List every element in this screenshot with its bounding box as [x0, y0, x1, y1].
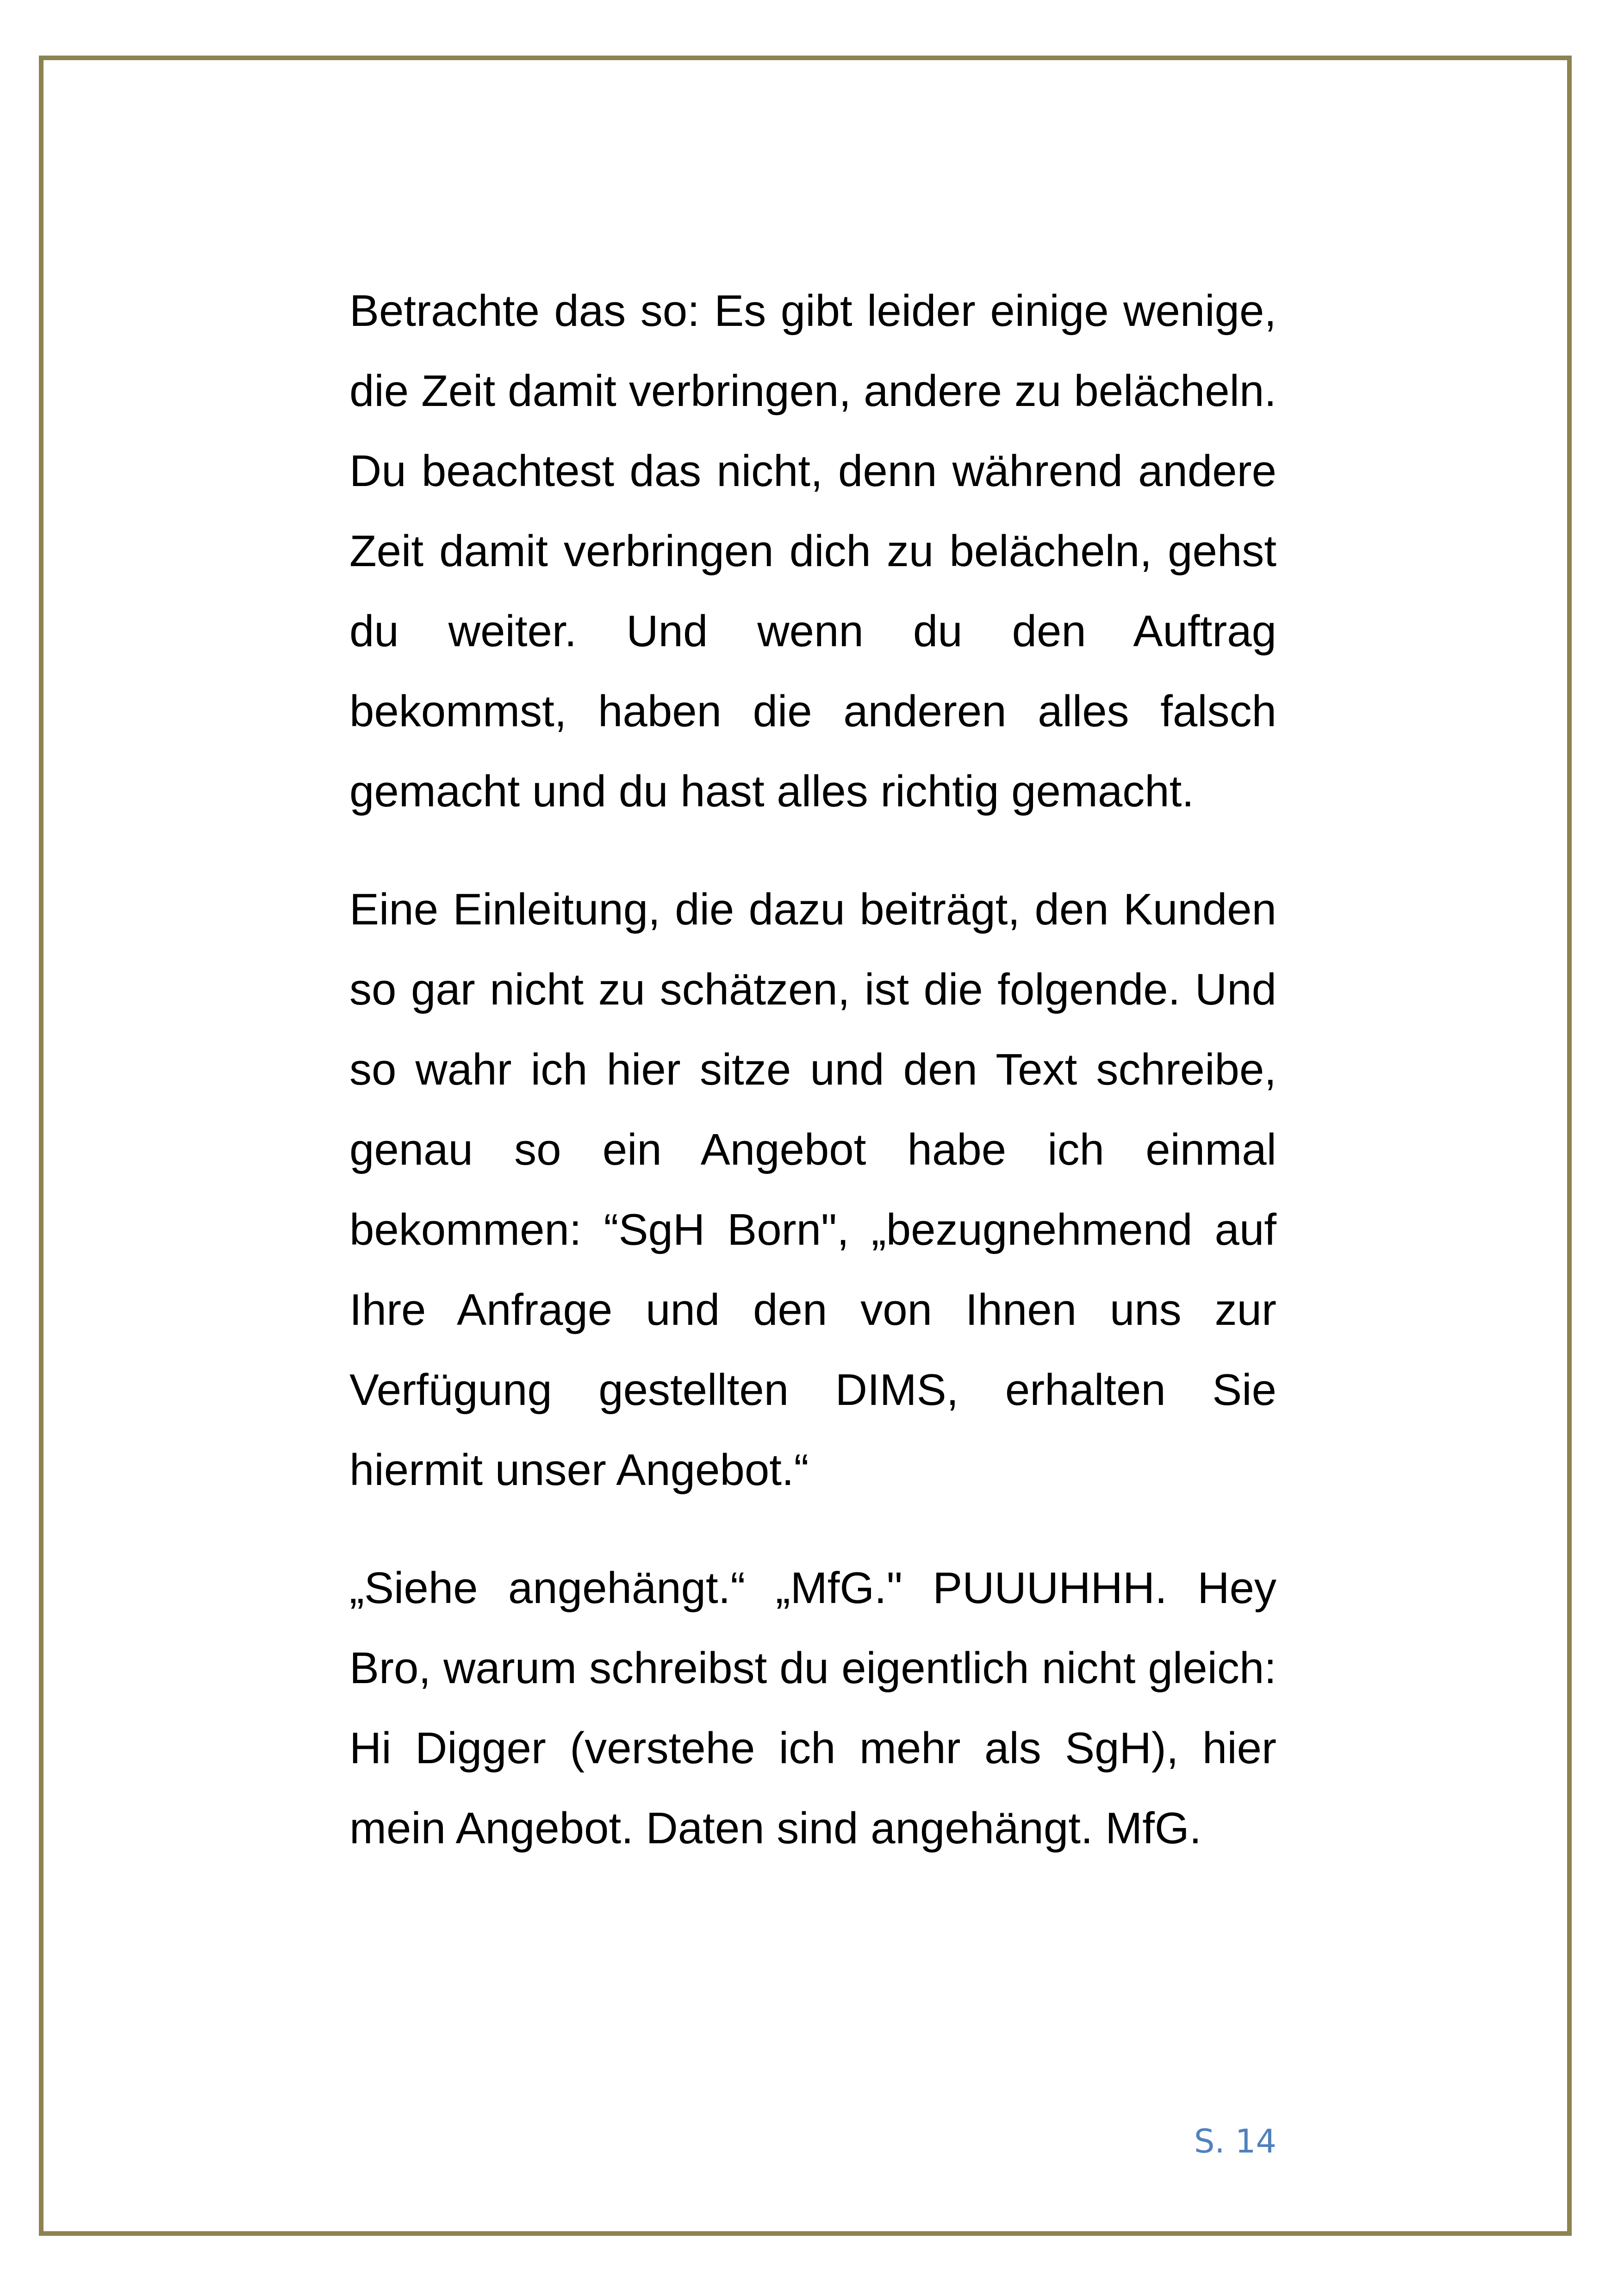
page-number: S. 14 — [1194, 2122, 1276, 2160]
paragraph-1: Betrachte das so: Es gibt leider einige wenige, die Zeit damit verbringen, andere zu belächeln. Du beachtest das nicht, denn während andere Zeit damit verbringen dich zu belächeln, gehst du weiter. Und wenn du den Auftrag bekommst, haben die anderen alles falsch gemacht und du hast alles richtig gemacht. — [349, 286, 1276, 816]
paragraph-2: Eine Einleitung, die dazu beiträgt, den Kunden so gar nicht zu schätzen, ist die folgende. Und so wahr ich hier sitze und den Text schreibe, genau so ein Angebot habe ich einmal bekommen: “SgH Born", „bezugnehmend auf Ihre Anfrage und den von Ihnen uns zur Verfügung gestellten DIMS, erhalten Sie hiermit unser Angebot.“ — [349, 885, 1276, 1495]
paragraph-3: „Siehe angehängt.“ „MfG." PUUUHHH. Hey Bro, warum schreibst du eigentlich nicht gleich: Hi Digger (verstehe ich mehr als SgH), hier mein Angebot. Daten sind angehängt. MfG. — [349, 1563, 1276, 1853]
body-text — [349, 271, 1276, 1868]
